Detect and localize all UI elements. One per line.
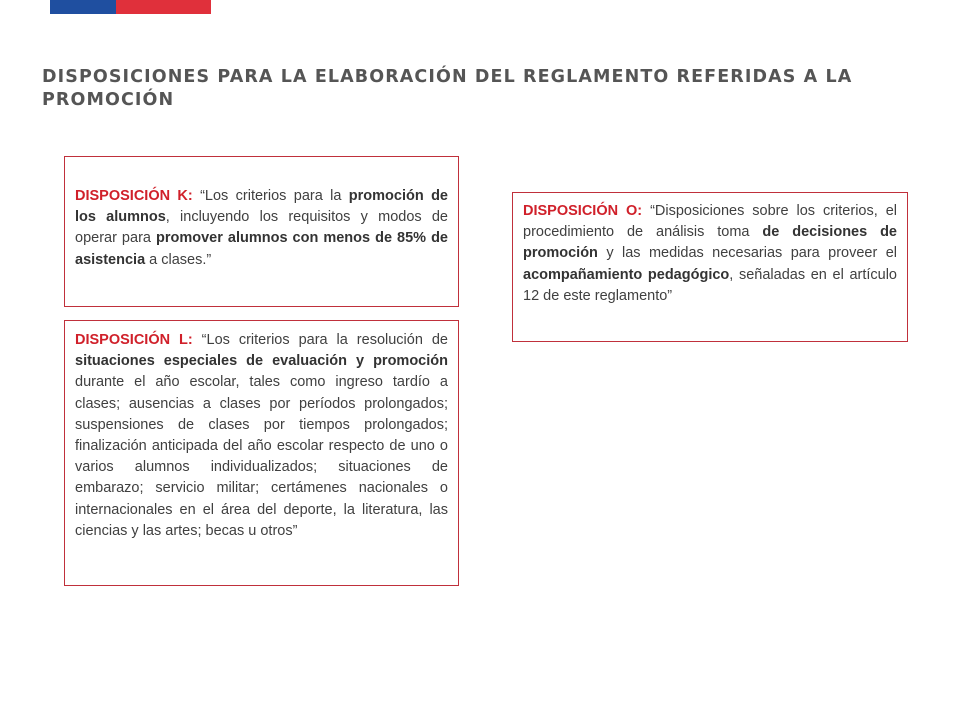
disposicion-k-text-1: “Los criterios para la [192,188,349,204]
disposicion-o-box [512,192,908,342]
disposicion-o-label: DISPOSICIÓN O: [523,203,643,219]
disposicion-k-box [64,156,459,307]
disposicion-k-bold-1: promoción de los alumnos [75,188,448,226]
disposicion-o-text-1: “Disposiciones sobre los criterios, el procedimiento de análisis toma [523,203,897,241]
disposicion-k-label: DISPOSICIÓN K: [75,188,193,204]
disposicion-l-text-2: durante el año escolar, tales como ingreso tardío a clases; ausencias a clases por períodos prolongados; suspensiones de clases por tiempos prolongados; finalización anticipada del año escolar respecto de uno o varios alumnos individualizados; situaciones de embarazo; servicio militar; certámenes nacionales o internacionales en el área del deporte, la literatura, las ciencias y las artes; becas u otros” [75,374,448,539]
disposicion-l-text-1: “Los criterios para la resolución de [192,332,448,348]
disposicion-l-bold-1: situaciones especiales de evaluación y promoción [75,353,448,370]
disposicion-k-bold-2: promover alumnos con menos de 85% de asistencia [75,230,448,268]
disposicion-k-text [75,186,448,271]
disposicion-o-bold-1: de decisiones de promoción [523,224,897,262]
disposicion-l-label: DISPOSICIÓN L: [75,332,193,348]
flag-blue-stripe [50,0,116,14]
disposicion-k-text-3: a clases.” [145,251,212,268]
disposicion-l-text [75,330,448,542]
disposicion-o-text-2: y las medidas necesarias para proveer el [597,245,897,262]
flag-red-stripe [116,0,211,14]
disposicion-o-text-3: , señaladas en el artículo 12 de este reglamento” [523,266,897,304]
disposicion-k-text-2: , incluyendo los requisitos y modos de operar para [75,209,448,247]
disposicion-l-box [64,320,459,586]
disposicion-o-text [523,201,897,307]
disposicion-o-bold-2: acompañamiento pedagógico [523,266,730,283]
page-title: DISPOSICIONES PARA LA ELABORACIÓN DEL REGLAMENTO REFERIDAS A LA PROMOCIÓN [42,67,853,110]
